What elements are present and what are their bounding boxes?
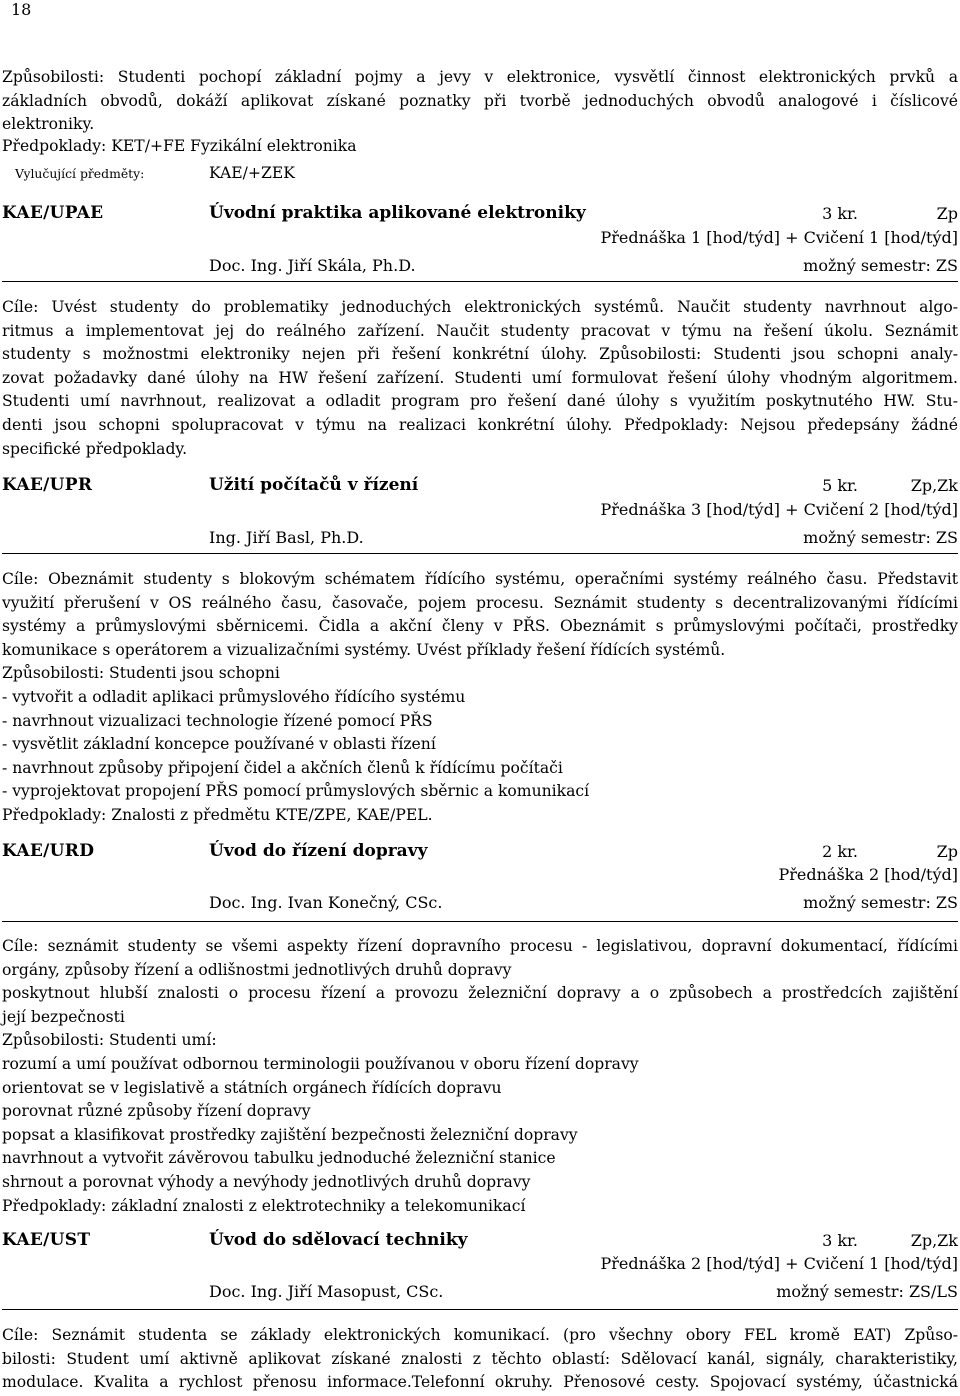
course-teacher: Doc. Ing. Ivan Konečný, CSc. <box>209 893 443 912</box>
text-line: Cíle: Seznámit studenta se základy elektronických komunikací. (pro všechny obory FEL kromě EAT) Způso- <box>2 1326 958 1344</box>
course-semester: možný semestr: ZS <box>803 528 958 547</box>
course-semester: možný semestr: ZS <box>803 893 958 912</box>
text-line: poskytnout hlubší znalosti o procesu řízení a provozu železniční dopravy a o způsobech a prostředcích zajištění <box>2 984 958 1003</box>
text-line: bilosti: Student umí aktivně aplikovat získané znalosti z těchto oblastí: Sdělovací kanál, signály, charakteristiky, <box>2 1349 958 1368</box>
text-line: komunikace s operátorem a vizualizačními systémy. Uvést příklady řešení řídících systémů. <box>2 640 726 659</box>
course-exam: Zp,Zk <box>910 476 958 495</box>
text-line: shrnout a porovnat výhody a nevýhody jednotlivých druhů dopravy <box>2 1172 531 1191</box>
text-line: elektroniky. <box>2 115 95 134</box>
course-credits: 3 kr. <box>822 1231 858 1250</box>
course-code: KAE/UPAE <box>2 203 104 223</box>
course-title: Užití počítačů v řízení <box>209 475 419 495</box>
text-line: systémy a průmyslovými sběrnicemi. Čidla a akční členy v PŘS. Obeznámit s průmyslovými počítači, prostředky <box>2 617 958 636</box>
course-teacher: Doc. Ing. Jiří Masopust, CSc. <box>209 1282 444 1301</box>
text-line: orgány, způsoby řízení a odlišnostmi jednotlivých druhů dopravy <box>2 960 512 979</box>
course-description <box>2 1324 958 1395</box>
course-credits: 3 kr. <box>822 204 858 223</box>
text-line: navrhnout a vytvořit závěrovou tabulku jednoduché železniční stanice <box>2 1149 556 1168</box>
text-line: - vytvořit a odladit aplikaci průmyslového řídícího systému <box>2 687 466 706</box>
intro-paragraph <box>2 66 958 137</box>
text-line: Cíle: seznámit studenty se všemi aspekty řízení dopravního procesu - legislativou, dopravní dokumentací, řídícími <box>2 937 958 955</box>
course-description <box>2 568 958 828</box>
text-line: Studenti umí navrhnout, realizovat a odladit program pro řešení dané úlohy s využitím poskytnutého HW. Stu- <box>2 392 958 411</box>
text-line: Cíle: Obeznámit studenty s blokovým schématem řídícího systému, operačními systémy reálného času. Představit <box>2 570 958 588</box>
course-divider <box>2 553 958 554</box>
text-line: - vyprojektovat propojení PŘS pomocí průmyslových sběrnic a komunikací <box>2 782 590 801</box>
course-title: Úvodní praktika aplikované elektroniky <box>209 203 586 223</box>
course-exam: Zp <box>936 204 958 223</box>
text-line: zovat požadavky dané úlohy na HW řešení zařízení. Studenti umí formulovat řešení úlohy vhodným algoritmem. <box>2 368 958 387</box>
course-divider <box>2 1309 958 1310</box>
course-exam: Zp <box>936 842 958 861</box>
text-line: - navrhnout vizualizaci technologie řízené pomocí PŘS <box>2 711 433 730</box>
excluding-value: KAE/+ZEK <box>209 164 295 182</box>
course-code: KAE/UPR <box>2 475 93 495</box>
text-line: - vysvětlit základní koncepce používané v oblasti řízení <box>2 735 436 754</box>
course-description <box>2 935 958 1218</box>
course-exam: Zp,Zk <box>910 1231 958 1250</box>
course-divider <box>2 281 958 282</box>
course-code: KAE/UST <box>2 1230 91 1250</box>
course-semester: možný semestr: ZS/LS <box>776 1282 958 1301</box>
text-line: rozumí a umí používat odbornou terminologii používanou v oboru řízení dopravy <box>2 1054 639 1073</box>
text-line: porovnat různé způsoby řízení dopravy <box>2 1102 311 1121</box>
text-line: ritmus a implementovat jej do reálného zařízení. Naučit studenty pracovat v týmu na řešení úkolu. Seznámit <box>2 321 958 340</box>
text-line: Předpoklady: základní znalosti z elektrotechniky a telekomunikací <box>2 1196 526 1215</box>
text-line: Způsobilosti: Studenti umí: <box>2 1031 217 1050</box>
text-line: Způsobilosti: Studenti pochopí základní pojmy a jevy v elektronice, vysvětlí činnost elektronických prvků a <box>2 68 958 86</box>
course-title: Úvod do sdělovací techniky <box>209 1230 468 1250</box>
text-line: studenty s možnostmi elektroniky nejen při řešení konkrétní úlohy. Způsobilosti: Studenti jsou schopni analy- <box>2 345 958 364</box>
course-credits: 5 kr. <box>822 476 858 495</box>
text-line: Cíle: Uvést studenty do problematiky jednoduchých elektronických systémů. Naučit studenty navrhnout algo- <box>2 298 958 316</box>
text-line: denti jsou schopni spolupracovat v týmu na realizaci konkrétní úlohy. Předpoklady: Nejsou předepsány žádné <box>2 415 958 434</box>
text-line: základních obvodů, dokáží aplikovat získané poznatky při tvorbě jednoduchých obvodů analogové i číslicové <box>2 91 958 110</box>
course-code: KAE/URD <box>2 841 95 861</box>
text-line: Předpoklady: Znalosti z předmětu KTE/ZPE, KAE/PEL. <box>2 805 433 824</box>
text-line: popsat a klasifikovat prostředky zajištění bezpečnosti železniční dopravy <box>2 1125 578 1144</box>
course-hours: Přednáška 1 [hod/týd] + Cvičení 1 [hod/týd] <box>600 228 958 247</box>
text-line: Způsobilosti: Studenti jsou schopni <box>2 664 280 683</box>
course-teacher: Doc. Ing. Jiří Skála, Ph.D. <box>209 256 416 275</box>
page-number: 18 <box>11 0 32 19</box>
text-line: - navrhnout způsoby připojení čidel a akčních členů k řídícímu počítači <box>2 758 563 777</box>
course-divider <box>2 921 958 922</box>
text-line: využití přerušení v OS reálného času, časovače, pojem procesu. Seznámit studenty s decentralizovanými řídícími <box>2 593 958 612</box>
course-hours: Přednáška 2 [hod/týd] <box>778 865 958 884</box>
course-semester: možný semestr: ZS <box>803 256 958 275</box>
course-title: Úvod do řízení dopravy <box>209 841 428 861</box>
text-line: modulace. Kvalita a rychlost přenosu informace.Telefonní okruhy. Přenosové cesty. Spojovací systémy, účastnická <box>2 1373 958 1392</box>
text-line: specifické předpoklady. <box>2 439 188 458</box>
text-line: orientovat se v legislativě a státních orgánech řídících dopravu <box>2 1078 502 1097</box>
excluding-label: Vylučující předměty: <box>15 166 145 181</box>
course-hours: Přednáška 2 [hod/týd] + Cvičení 1 [hod/týd] <box>600 1254 958 1273</box>
course-credits: 2 kr. <box>822 842 858 861</box>
intro-prerequisites: Předpoklady: KET/+FE Fyzikální elektronika <box>2 137 357 155</box>
course-hours: Přednáška 3 [hod/týd] + Cvičení 2 [hod/týd] <box>600 500 958 519</box>
text-line: její bezpečnosti <box>2 1007 125 1026</box>
course-description <box>2 296 958 461</box>
course-teacher: Ing. Jiří Basl, Ph.D. <box>209 528 364 547</box>
